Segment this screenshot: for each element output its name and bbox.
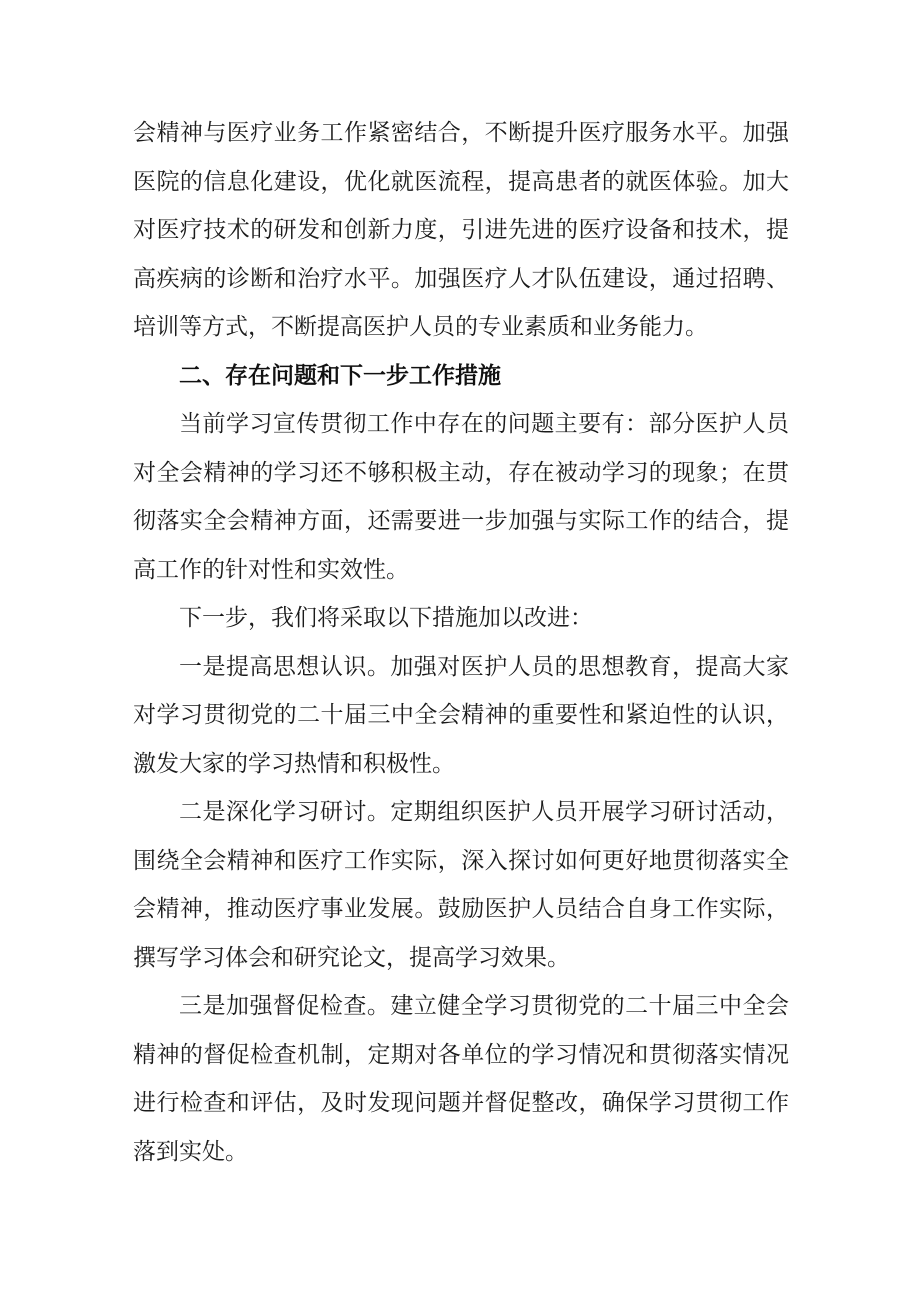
paragraph-next-steps-intro: 下一步，我们将采取以下措施加以改进： <box>179 605 593 631</box>
paragraph-measure-two: 二是深化学习研讨。定期组织医护人员开展学习研讨活动，围绕全会精神和医疗工作实际，深入探讨如何更好地贯彻落实全会精神，推动医疗事业发展。鼓励医护人员结合自身工作实际，撰写学习体会和研究论文，提高学习效果。 <box>133 799 789 971</box>
paragraph-problems: 当前学习宣传贯彻工作中存在的问题主要有：部分医护人员对全会精神的学习还不够积极主动，存在被动学习的现象；在贯彻落实全会精神方面，还需要进一步加强与实际工作的结合，提高工作的针对性和实效性。 <box>133 411 789 583</box>
section-heading: 二、存在问题和下一步工作措施 <box>179 362 501 389</box>
document-body <box>133 109 789 1176</box>
paragraph-continuation: 会精神与医疗业务工作紧密结合，不断提升医疗服务水平。加强医院的信息化建设，优化就医流程，提高患者的就医体验。加大对医疗技术的研发和创新力度，引进先进的医疗设备和技术，提高疾病的诊断和治疗水平。加强医疗人才队伍建设，通过招聘、培训等方式，不断提高医护人员的专业素质和业务能力。 <box>133 120 789 340</box>
paragraph-measure-one: 一是提高思想认识。加强对医护人员的思想教育，提高大家对学习贯彻党的二十届三中全会精神的重要性和紧迫性的认识，激发大家的学习热情和积极性。 <box>133 653 789 777</box>
paragraph-measure-three: 三是加强督促检查。建立健全学习贯彻党的二十届三中全会精神的督促检查机制，定期对各单位的学习情况和贯彻落实情况进行检查和评估，及时发现问题并督促整改，确保学习贯彻工作落到实处。 <box>133 993 789 1165</box>
